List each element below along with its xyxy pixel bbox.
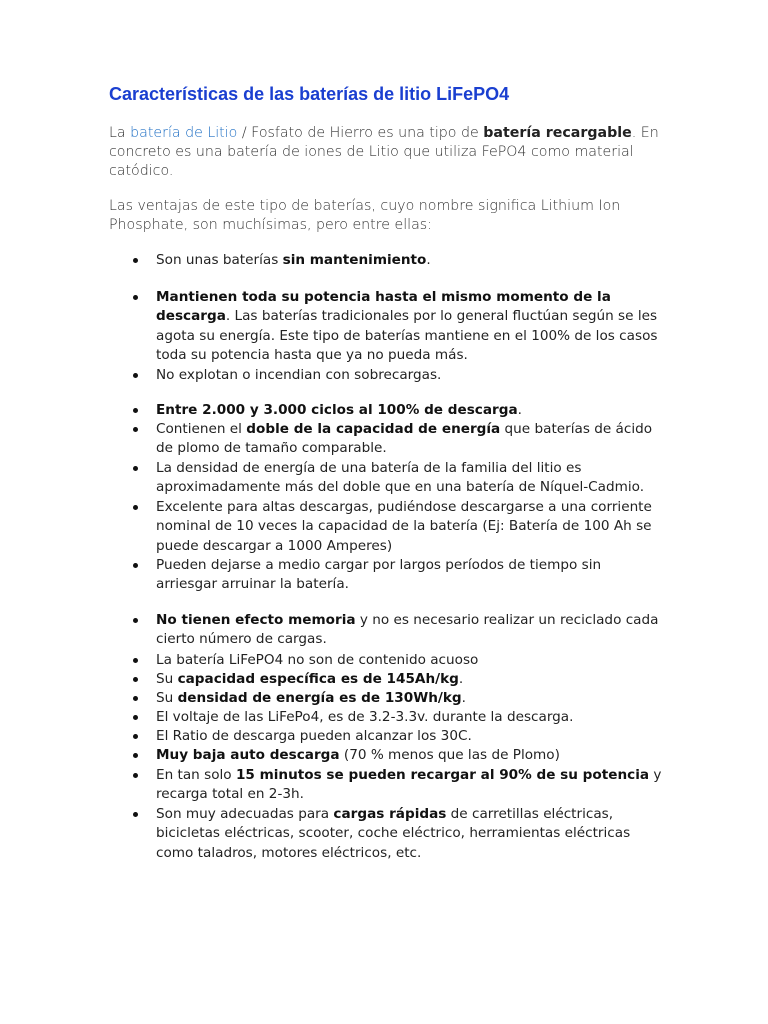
list-item: Mantienen toda su potencia hasta el mismo momento de la descarga. Las baterías tradicionales por lo general fluctúan según se les agota su energía. Este tipo de baterías mantiene en el 100% de los casos toda su potencia hasta que ya no pueda más. (133, 288, 663, 365)
bullet-icon (133, 295, 138, 300)
bullet-icon (133, 466, 138, 471)
list-item: La batería LiFePO4 no son de contenido acuoso (133, 651, 663, 670)
intro-mid: / Fosfato de Hierro es una tipo de (237, 125, 484, 141)
intro-lead: La (109, 125, 126, 141)
intro-rest: . En concreto es una batería de iones de Litio que utiliza FePO4 como material catódico. (109, 125, 659, 179)
bullet-icon (133, 373, 138, 378)
intro-paragraph (109, 124, 669, 181)
bullet-icon (133, 658, 138, 663)
list-item: En tan solo 15 minutos se pueden recargar al 90% de su potencia y recarga total en 2-3h. (133, 766, 663, 805)
list-item: Su capacidad específica es de 145Ah/kg. (133, 670, 663, 689)
bullet-icon (133, 715, 138, 720)
bullet-icon (133, 812, 138, 817)
list-item: El Ratio de descarga pueden alcanzar los 30C. (133, 727, 663, 746)
bullet-icon (133, 773, 138, 778)
bullet-icon (133, 618, 138, 623)
bullet-icon (133, 258, 138, 263)
intro-bold: batería recargable (483, 125, 632, 141)
list-item: Su densidad de energía es de 130Wh/kg. (133, 689, 663, 708)
list-item: No tienen efecto memoria y no es necesario realizar un reciclado cada cierto número de cargas. (133, 611, 663, 650)
list-item: La densidad de energía de una batería de la familia del litio es aproximadamente más del doble que en una batería de Níquel-Cadmio. (133, 459, 663, 498)
list-item: Son unas baterías sin mantenimiento. (133, 251, 663, 270)
list-item: Pueden dejarse a medio cargar por largos períodos de tiempo sin arriesgar arruinar la batería. (133, 556, 663, 595)
bullet-icon (133, 408, 138, 413)
list-item: Contienen el doble de la capacidad de energía que baterías de ácido de plomo de tamaño comparable. (133, 420, 663, 459)
bateria-litio-link[interactable]: batería de Litio (125, 125, 238, 141)
advantages-intro: Las ventajas de este tipo de baterías, cuyo nombre significa Lithium Ion Phosphate, son muchísimas, pero entre ellas: (109, 198, 621, 233)
list-item: Excelente para altas descargas, pudiéndose descargarse a una corriente nominal de 10 veces la capacidad de la batería (Ej: Batería de 100 Ah se puede descargar a 1000 Amperes) (133, 498, 663, 556)
list-item: El voltaje de las LiFePo4, es de 3.2-3.3v. durante la descarga. (133, 708, 663, 727)
bullet-icon (133, 505, 138, 510)
list-item: Entre 2.000 y 3.000 ciclos al 100% de descarga. (133, 401, 663, 420)
bullet-icon (133, 753, 138, 758)
bullet-icon (133, 696, 138, 701)
bullet-icon (133, 563, 138, 568)
list-item: Muy baja auto descarga (70 % menos que las de Plomo) (133, 746, 663, 765)
bullet-icon (133, 677, 138, 682)
bullet-icon (133, 427, 138, 432)
page-title: Características de las baterías de litio LiFePO4 (109, 84, 510, 104)
list-item: Son muy adecuadas para cargas rápidas de carretillas eléctricas, bicicletas eléctricas, scooter, coche eléctrico, herramientas eléctricas como taladros, motores eléctricos, etc. (133, 805, 663, 863)
bullet-icon (133, 734, 138, 739)
list-item: No explotan o incendian con sobrecargas. (133, 366, 663, 385)
